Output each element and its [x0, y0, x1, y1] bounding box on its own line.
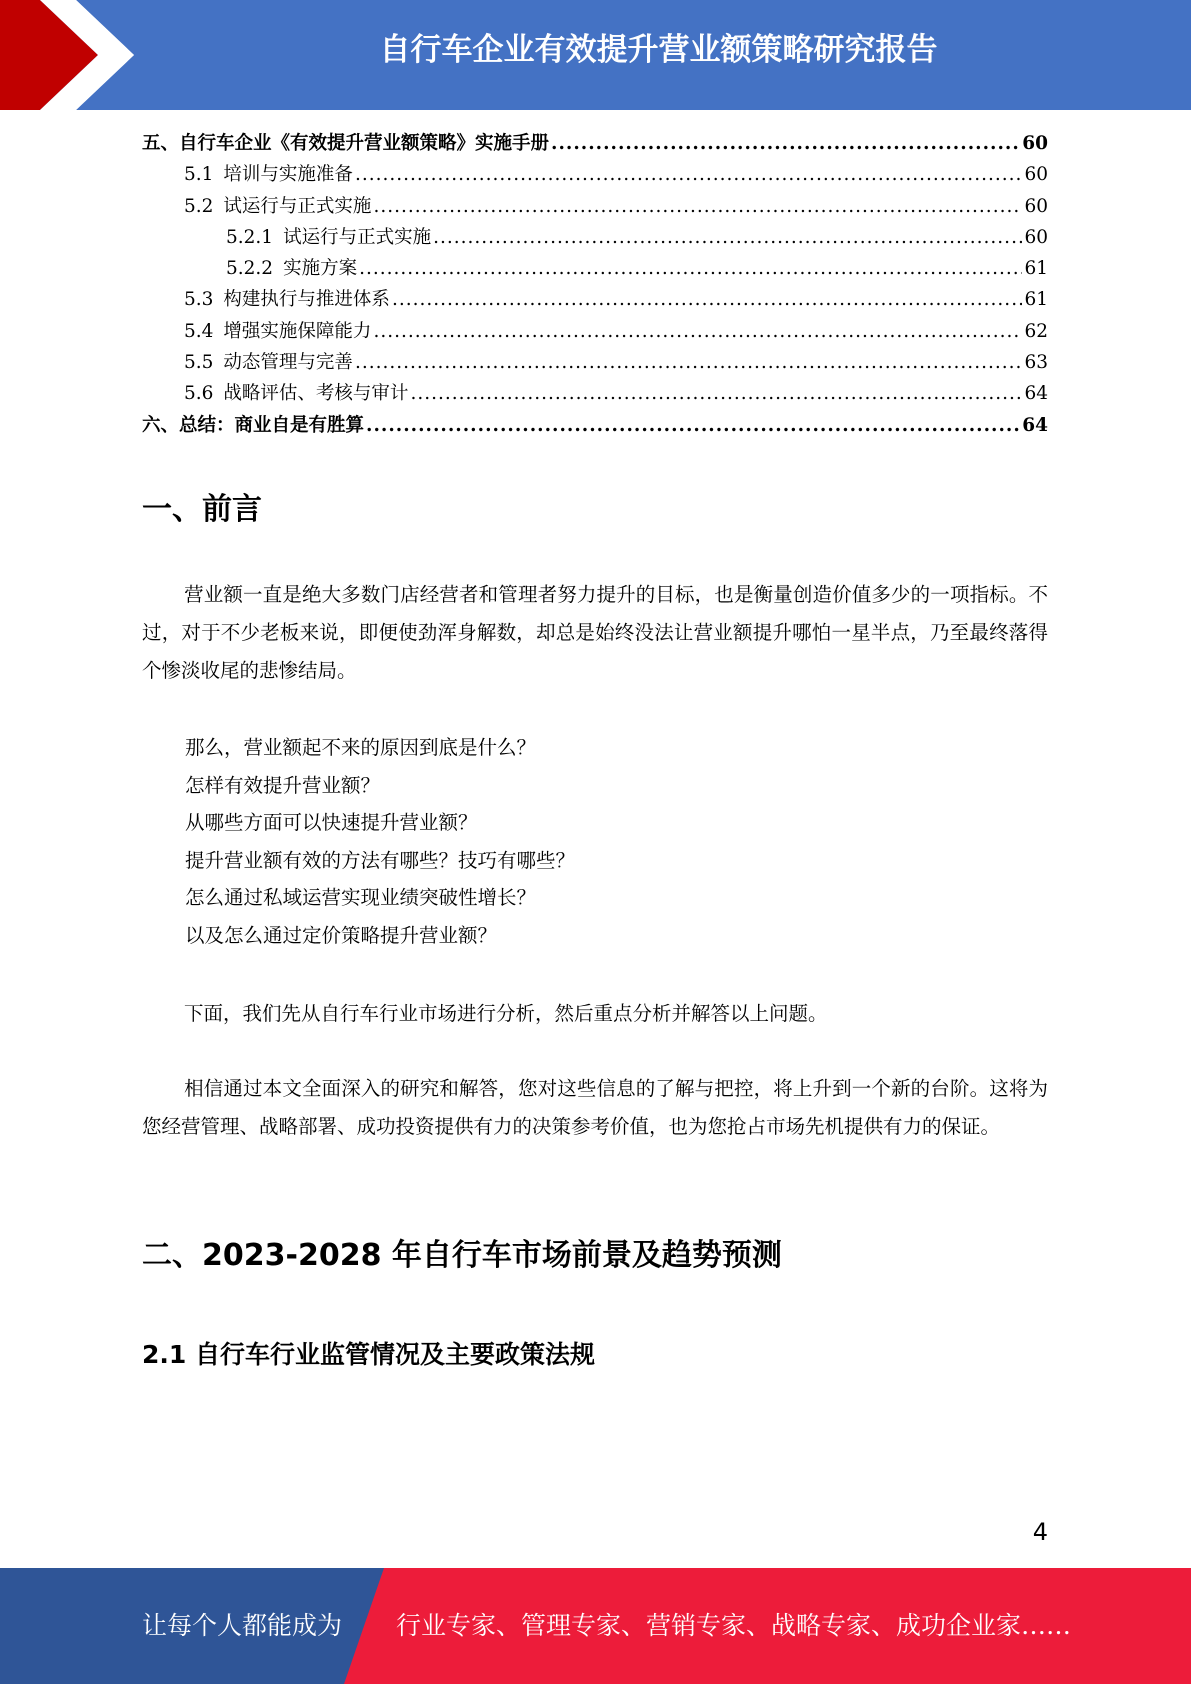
question-item: 提升营业额有效的方法有哪些？技巧有哪些？	[185, 848, 576, 872]
question-item: 那么，营业额起不来的原因到底是什么？	[185, 736, 537, 759]
toc-entry-number: 5.2	[184, 195, 214, 217]
question-item: 以及怎么通过定价策略提升营业额？	[185, 923, 498, 947]
toc-dot-leader	[355, 347, 1023, 378]
toc-entry-page: 64	[1024, 383, 1048, 405]
toc-entry-title: 战略评估、考核与审计	[223, 383, 409, 405]
toc-entry[interactable]	[142, 410, 1048, 441]
toc-entry-number: 5.3	[184, 289, 214, 311]
page-number: 4	[1032, 1518, 1048, 1546]
section-heading-market-forecast: 二、2023-2028 年自行车市场前景及趋势预测	[142, 1238, 782, 1273]
toc-entry-page: 61	[1024, 289, 1048, 311]
toc-entry-number: 5.5	[184, 352, 214, 374]
toc-entry-title: 构建执行与推进体系	[223, 289, 390, 311]
subsection-heading-regulation: 2.1 自行车行业监管情况及主要政策法规	[142, 1340, 595, 1369]
toc-entry-page: 60	[1024, 195, 1048, 217]
intro-paragraph: 营业额一直是绝大多数门店经营者和管理者努力提升的目标，也是衡量创造价值多少的一项指标。不过，对于不少老板来说，即便使劲浑身解数，却总是始终没法让营业额提升哪怕一星半点，乃至最终落得个惨淡收尾的悲惨结局。	[142, 583, 1048, 682]
toc-entry-page: 60	[1024, 164, 1048, 186]
toc-entry[interactable]	[142, 316, 1048, 347]
toc-entry[interactable]	[142, 128, 1048, 159]
toc-entry-page: 60	[1022, 133, 1048, 154]
toc-entry[interactable]	[142, 191, 1048, 222]
transition-paragraph: 下面，我们先从自行车行业市场进行分析，然后重点分析并解答以上问题。	[184, 1002, 828, 1025]
footer-slogan-left: 让每个人都能成为	[142, 1611, 343, 1640]
toc-entry[interactable]	[142, 253, 1048, 284]
toc-entry-page: 60	[1024, 226, 1048, 248]
question-list	[185, 729, 1045, 955]
toc-entry-title: 实施方案	[283, 258, 358, 280]
footer-slogan-right: 行业专家、管理专家、营销专家、战略专家、成功企业家……	[396, 1611, 1072, 1640]
toc-entry-title: 六、总结：商业自是有胜算	[142, 414, 365, 436]
question-item: 怎么通过私域运营实现业绩突破性增长？	[185, 886, 537, 910]
toc-entry-title: 动态管理与完善	[223, 352, 353, 374]
toc-entry-page: 64	[1022, 414, 1048, 436]
toc-dot-leader	[359, 253, 1022, 284]
question-item: 从哪些方面可以快速提升营业额？	[185, 811, 478, 835]
toc-entry-number: 5.2.2	[226, 258, 274, 280]
conclusion-paragraph: 相信通过本文全面深入的研究和解答，您对这些信息的了解与把控，将上升到一个新的台阶。这将为您经营管理、战略部署、成功投资提供有力的决策参考价值，也为您抢占市场先机提供有力的保证。	[142, 1077, 1048, 1138]
toc-dot-leader	[410, 378, 1022, 409]
toc-entry-title: 增强实施保障能力	[223, 320, 372, 342]
toc-dot-leader	[373, 316, 1022, 347]
toc-dot-leader	[433, 222, 1022, 253]
toc-entry-number: 5.2.1	[226, 226, 274, 248]
toc-dot-leader	[373, 191, 1022, 222]
toc-dot-leader	[355, 159, 1023, 190]
section-heading-preface: 一、前言	[142, 492, 262, 527]
page-footer	[0, 1568, 1191, 1684]
toc-entry[interactable]	[142, 284, 1048, 315]
question-item: 怎样有效提升营业额？	[185, 773, 381, 797]
toc-entry-page: 61	[1024, 258, 1048, 280]
toc-dot-leader	[366, 410, 1020, 441]
header-arrow-decoration	[0, 0, 160, 110]
toc-entry-title: 培训与实施准备	[223, 164, 353, 186]
toc-dot-leader	[551, 128, 1020, 159]
toc-entry-number: 5.1	[184, 164, 214, 186]
toc-entry[interactable]	[142, 347, 1048, 378]
toc-entry-number: 5.4	[184, 320, 214, 342]
report-title: 自行车企业有效提升营业额策略研究报告	[379, 32, 938, 68]
toc-entry-title: 五、自行车企业《有效提升营业额策略》实施手册	[142, 133, 550, 154]
toc-entry-page: 63	[1024, 352, 1048, 374]
toc-dot-leader	[392, 284, 1023, 315]
toc-entry-number: 5.6	[184, 383, 214, 405]
toc-entry[interactable]	[142, 378, 1048, 409]
toc-entry[interactable]	[142, 159, 1048, 190]
table-of-contents	[142, 128, 1048, 441]
toc-entry-page: 62	[1024, 320, 1048, 342]
toc-entry[interactable]	[142, 222, 1048, 253]
toc-entry-title: 试运行与正式实施	[283, 226, 432, 248]
toc-entry-title: 试运行与正式实施	[223, 195, 372, 217]
page-header	[0, 0, 1191, 110]
